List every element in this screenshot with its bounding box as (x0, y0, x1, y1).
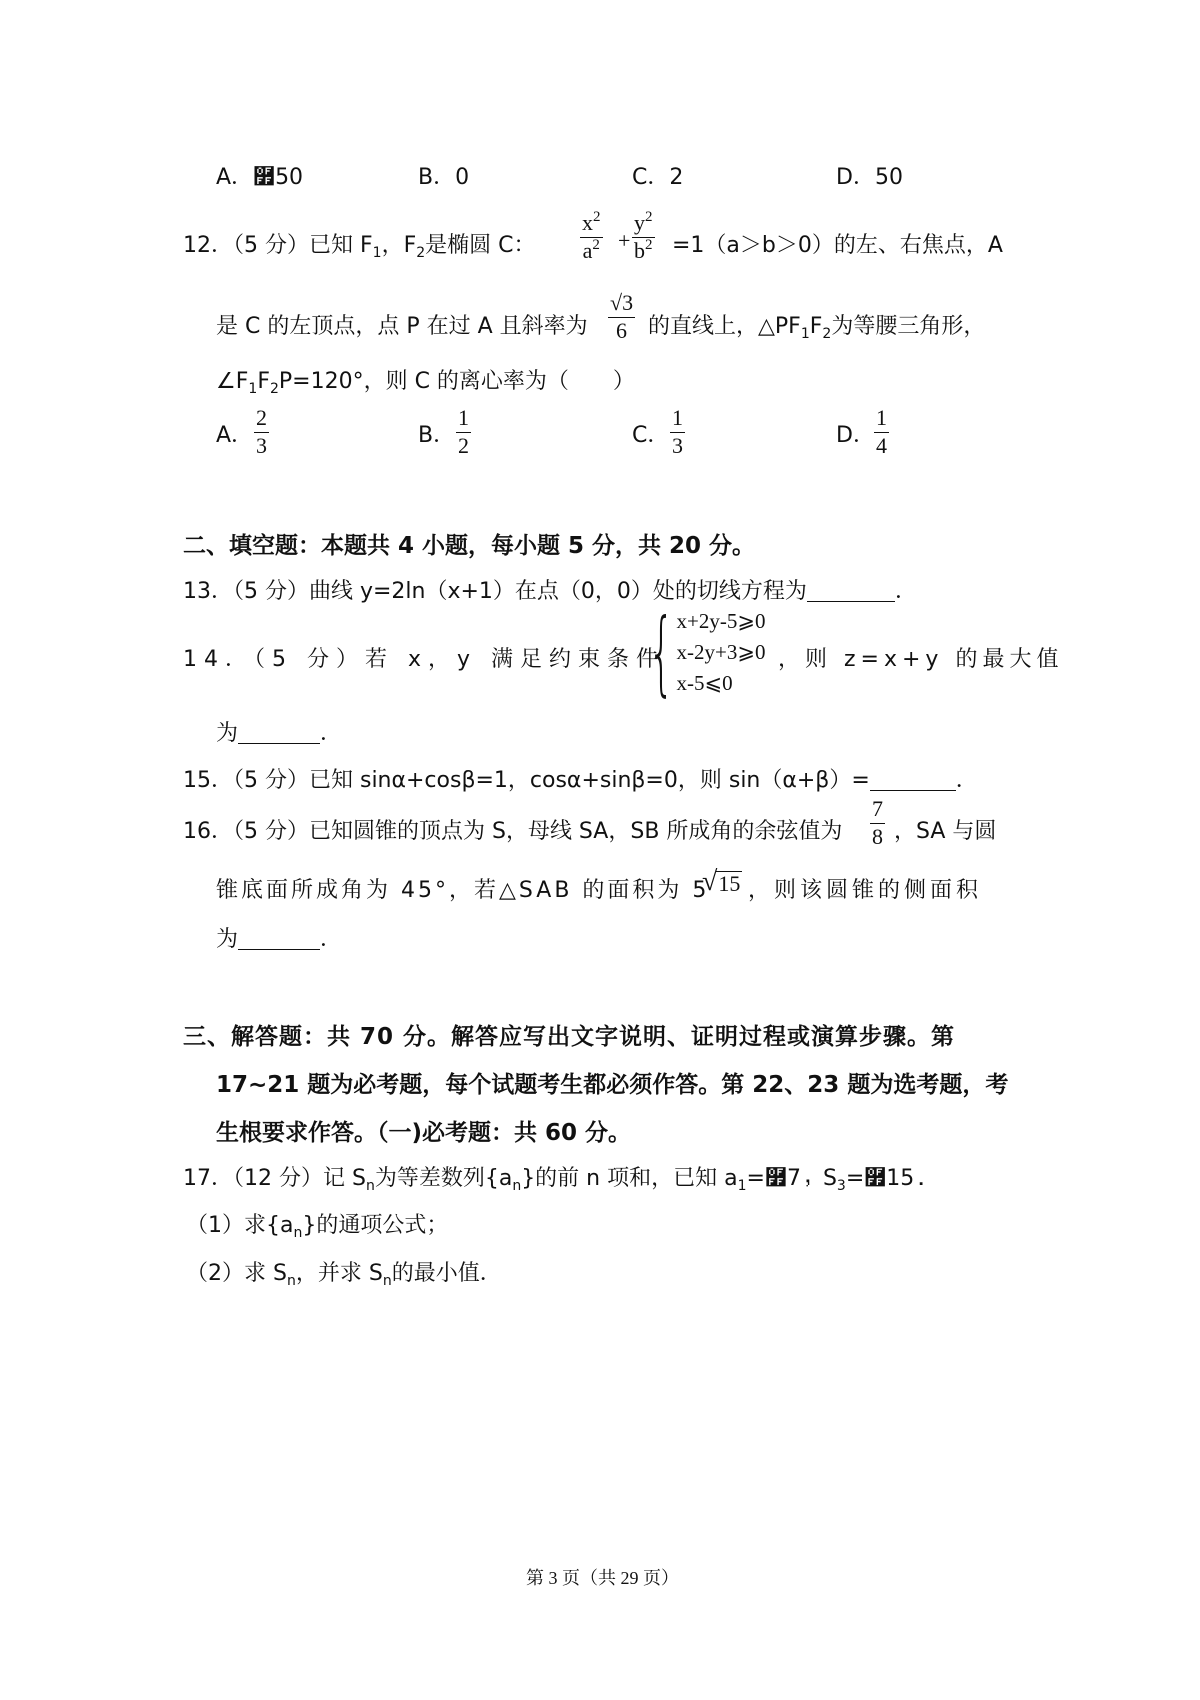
q11-option-c: C．2 (632, 165, 684, 190)
q12-fraction-y2-b2: $y^2$ $b^2$ (634, 209, 653, 263)
q12-line2-right: 的直线上，$\triangle PF_1F_2$为等腰三角形， (648, 314, 986, 342)
q12-slope-fraction: √3 6 (610, 290, 634, 343)
question-15: 15．（5 分）已知 sinα+cosβ=1，cosα+sinβ=0，则 sin（α+β）= ． (183, 768, 978, 793)
q16-line2-right: ，则该圆锥的侧面积 (748, 878, 983, 903)
q12-line1-left: 12．（5 分）已知 $F_1$，$F_2$是椭圆 C： (183, 233, 536, 261)
q12-option-b-letter: B． (418, 423, 456, 448)
q12-option-d-letter: D． (836, 423, 875, 448)
q14-line1-right: ，则 z=x+y 的最大值 (778, 647, 1064, 672)
q11-option-b: B．0 (418, 165, 470, 190)
left-brace-icon: { (648, 598, 675, 706)
q17-stem: 17．（12 分）记 $S_n$为等差数列$\{a_n\}$的前 n 项和，已知 $a_1=࿿7$，$S_3=࿿15$． (183, 1166, 937, 1194)
q12-line2-left: 是 C 的左顶点，点 P 在过 A 且斜率为 (216, 314, 588, 339)
q14-constraint-2: x-2y+3⩾0 (676, 640, 766, 664)
q12-option-b-fraction: 1 2 (458, 405, 469, 458)
q12-option-c-letter: C． (632, 423, 670, 448)
q14-constraint-1: x+2y-5⩾0 (676, 609, 766, 633)
page-footer: 第 3 页（共 29 页） (526, 1568, 679, 1588)
q14-line2: 为 ． (216, 721, 343, 746)
q16-line2-left: 锥底面所成角为 45°，若△SAB 的面积为 5 (216, 878, 710, 903)
question-13: 13．（5 分）曲线 y=2ln（x+1）在点（0，0）处的切线方程为 ． (183, 579, 917, 604)
q14-answer-blank (238, 723, 320, 744)
q12-line3: $\angle F_1F_2P=120^\circ$，则 C 的离心率为（ ） (216, 369, 635, 397)
q13-answer-blank (807, 581, 895, 602)
q16-line1-left: 16．（5 分）已知圆锥的顶点为 S，母线 SA，SB 所成角的余弦值为 (183, 819, 843, 844)
q12-option-d-fraction: 1 4 (876, 405, 887, 458)
q12-line1-right: =1（a＞b＞0）的左、右焦点，A (672, 233, 1003, 258)
q16-cosine-fraction: 7 8 (872, 796, 883, 849)
q16-answer-blank (238, 929, 320, 950)
q16-sqrt-15: √ 15 (702, 866, 741, 897)
q16-line3: 为 ． (216, 927, 343, 952)
q14-constraint-3: x-5⩽0 (676, 671, 733, 695)
q17-part-1: （1）求$\{a_n\}$的通项公式； (186, 1213, 449, 1241)
section-3-heading-line1: 三、解答题：共 70 分。解答应写出文字说明、证明过程或演算步骤。第 (183, 1024, 956, 1050)
q12-option-c-fraction: 1 3 (672, 405, 683, 458)
q11-option-d: D．50 (836, 165, 903, 190)
q15-answer-blank (870, 770, 956, 791)
q12-option-a-fraction: 2 3 (256, 405, 267, 458)
section-2-heading: 二、填空题：本题共 4 小题，每小题 5 分，共 20 分。 (183, 533, 756, 559)
q12-plus: + (618, 228, 631, 253)
q11-option-a: A．࿿50 (216, 165, 304, 190)
section-3-heading-line2: 17~21 题为必考题，每个试题考生都必须作答。第 22、23 题为选考题，考 (216, 1072, 1009, 1098)
q14-constraint-system (632, 598, 766, 706)
q17-part-2: （2）求 $S_n$，并求 $S_n$的最小值． (186, 1261, 502, 1289)
q12-option-a-letter: A． (216, 423, 254, 448)
q16-line1-right: ，SA 与圆 (894, 819, 997, 844)
q14-line1-left: 14．（5 分）若 x，y 满足约束条件 (183, 647, 666, 672)
section-3-heading-line3: 生根要求作答。（一)必考题：共 60 分。 (216, 1120, 632, 1146)
q12-fraction-x2-a2: $x^2$ $a^2$ (582, 209, 601, 263)
